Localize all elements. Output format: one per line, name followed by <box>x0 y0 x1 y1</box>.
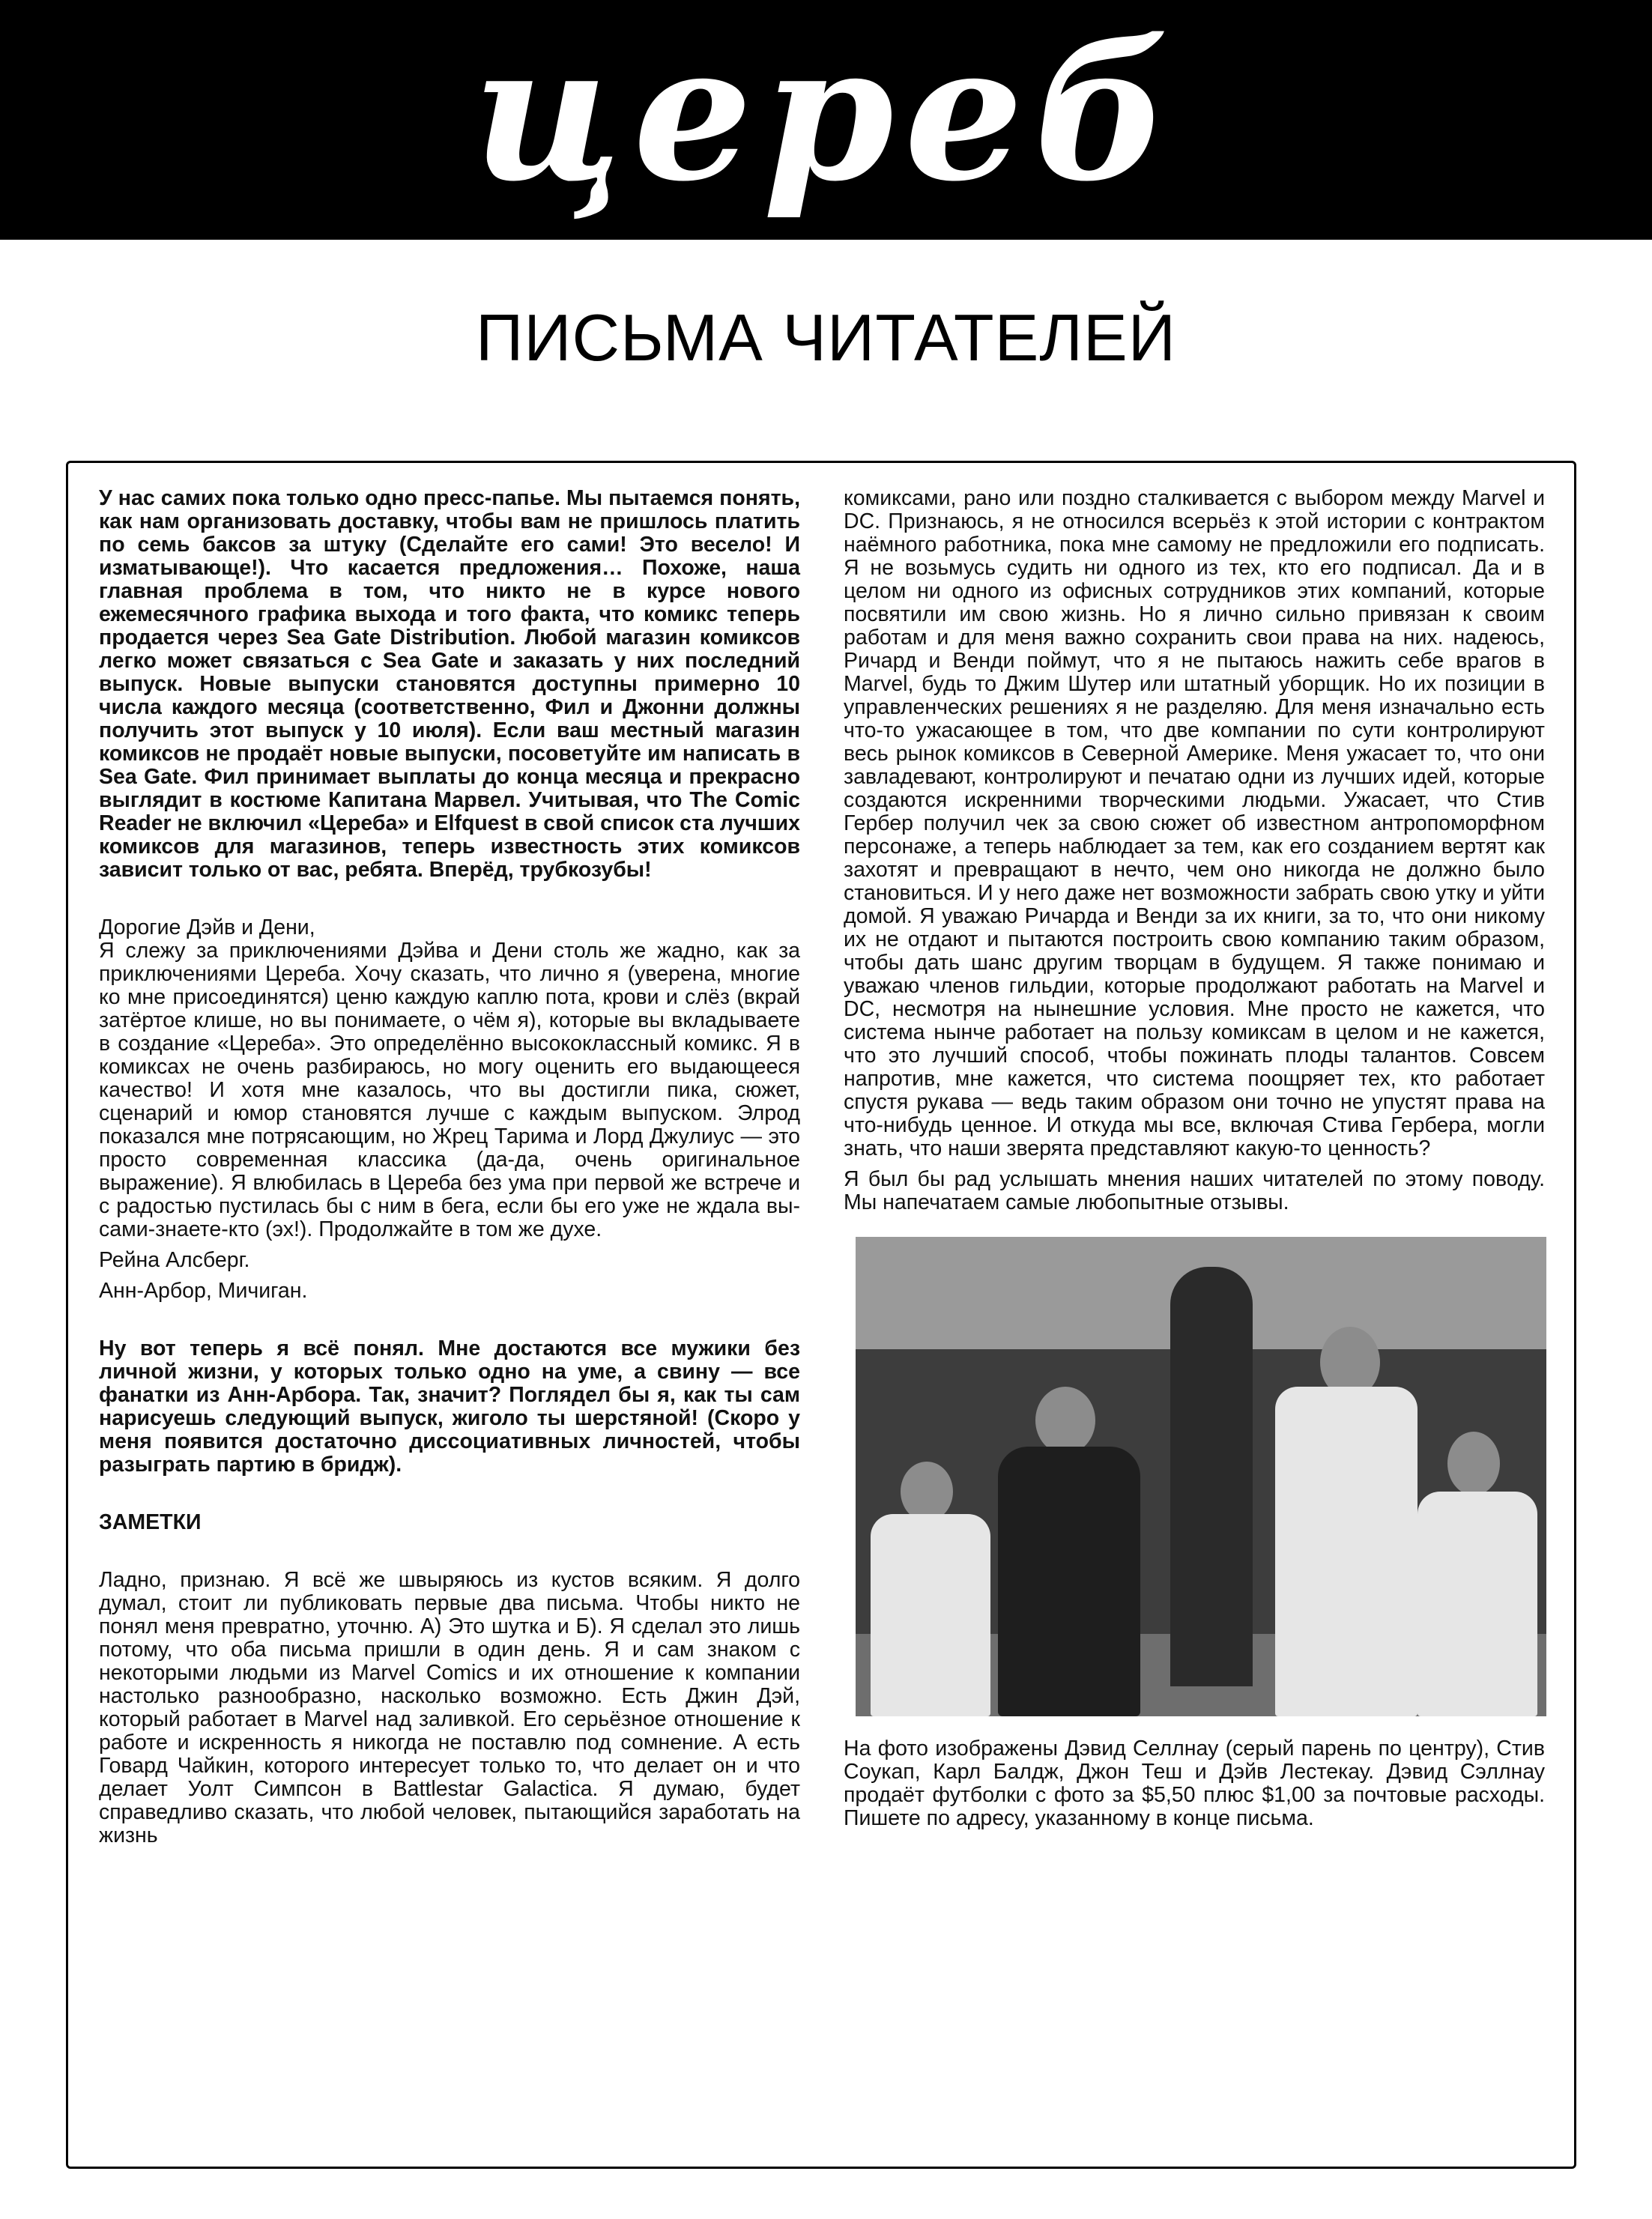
person-head <box>1035 1387 1095 1454</box>
spacer <box>99 889 800 916</box>
letter-greeting: Дорогие Дэйв и Дени, <box>99 915 315 939</box>
left-column <box>99 487 800 1855</box>
person-shirt <box>1417 1492 1537 1716</box>
page-title: ПИСЬМА ЧИТАТЕЛЕЙ <box>475 300 1176 375</box>
spacer <box>99 1310 800 1337</box>
notes-continuation: комиксами, рано или поздно сталкивается с выбором между Marvel и DC. Признаюсь, я не относился всерьёз к этой истории с контрактом наёмного работника, пока мне самому не предложили его подписать. Я не возьмусь судить ни одного из тех, кто его подписал. Да и в целом ни одного из офисных сотрудников этих компаний, которые посвятили им свою жизнь. Но я лично сильно привязан к своим работам и для меня важно сохранить свои права на них. надеюсь, Ричард и Венди поймут, что я не пытаюсь нажить себе врагов в Marvel, будь то Джим Шутер или штатный уборщик. Но их позиции в управленческих решениях я не разделяю. Для меня изначально есть что-то ужасающее в том, что две компании по сути контролируют весь рынок комиксов в Северной Америке. Меня ужасает то, что они завладевают, контролируют и печатаю одни из лучших идей, которые создаются искренними творческими людьми. Ужасает, что Стив Гербер получил чек за свою сюжет об известном антропоморфном персонаже, а теперь наблюдает за тем, как его созданием вертят как захотят и превращают в нечто, чем оно никогда не должно было становиться. И у него даже нет возможности забрать свою утку и уйти домой. Я уважаю Ричарда и Венди за их книги, за то, что они никому их не отдают и пытаются построить свою компанию таким образом, чтобы дать шанс другим творцам в будущем. Я также понимаю и уважаю членов гильдии, которые продолжают работать на Marvel и DC, несмотря на нынешние условия. Мне просто не кажется, что система нынче работает на пользу комиксам в целом и не кажется, что это лучший способ, чтобы пожинать плоды талантов. Совсем напротив, мне кажется, что система поощряет тех, кто работает спустя рукава — ведь таким образом они точно не упустят права на что-нибудь ценное. И откуда мы все, включая Стива Гербера, могли знать, что наши зверята представляют какую-то ценность? <box>844 486 1545 1160</box>
photo-caption: На фото изображены Дэвид Селлнау (серый парень по центру), Стив Соукап, Карл Балдж, Джон Теш и Дэйв Лестекау. Дэвид Сэллнау продаёт футболки с фото за $5,50 плюс $1,00 за почтовые расходы. Пишете по адресу, указанному в конце письма. <box>844 1737 1545 1830</box>
editor-reply-2: Ну вот теперь я всё понял. Мне достаются все мужики без личной жизни, у которых только одно на уме, а свину — все фанатки из Анн-Арбора. Так, значит? Поглядел бы я, как ты сам нарисуешь следующий выпуск, жиголо ты шерстяной! (Скоро у меня появится достаточно диссоциативных личностей, чтобы разыграть партию в бридж). <box>99 1336 800 1477</box>
person-head <box>1447 1432 1500 1495</box>
header-banner <box>0 0 1652 240</box>
person-shirt <box>871 1514 990 1716</box>
person-body <box>998 1447 1140 1716</box>
letter-signature-place: Анн-Арбор, Мичиган. <box>99 1279 308 1303</box>
right-column <box>844 487 1545 1838</box>
cerebus-logo: цереб <box>472 2 1180 222</box>
closing-text: Я был бы рад услышать мнения наших читателей по этому поводу. Мы напечатаем самые любопытные отзывы. <box>844 1167 1545 1214</box>
aardvark-statue <box>1170 1267 1253 1686</box>
person-head <box>901 1462 953 1522</box>
letter-signature-name: Рейна Алсберг. <box>99 1248 250 1272</box>
letter-body: Я слежу за приключениями Дэйва и Дени столь же жадно, как за приключениями Цереба. Хочу сказать, что лично я (уверена, многие ко мне присоединятся) ценю каждую каплю пота, крови и слёз (вкрай затёртое клише, но вы понимаете, о чём я), которые вы вкладываете в создание «Цереба». Это определённо высококлассный комикс. Я в комиксах не очень разбираюсь, но могу оценить его выдающееся качество! И хотя мне казалось, что вы достигли пика, сюжет, сценарий и юмор становятся лучше с каждым выпуском. Элрод показался мне потрясающим, но Жрец Тарима и Лорд Джулиус — это просто современная классика (да-да, очень оригинальное выражение). Я влюбилась в Цереба без ума при первой же встрече и с радостью пустилась бы с ним в бега, если бы его уже не ждала вы-сами-знаете-кто (эх!). Продолжайте в том же духе. <box>99 939 800 1241</box>
notes-heading: ЗАМЕТКИ <box>99 1510 202 1534</box>
person-shirt <box>1275 1387 1417 1716</box>
group-photo <box>856 1237 1546 1716</box>
notes-text: Ладно, признаю. Я всё же швыряюсь из кустов всяким. Я долго думал, стоит ли публиковать первые два письма. Чтобы никто не понял меня превратно, уточню. А) Это шутка и Б). Я сделал это лишь потому, что оба письма пришли в один день. Я и сам знаком с некоторыми людьми из Marvel Comics и их отношение к компании настолько разнообразно, насколько возможно. Есть Джин Дэй, который работает в Marvel над заливкой. Его серьёзное отношение к работе и искренность я никогда не поставлю под сомнение. А есть Говард Чайкин, которого интересует только то, что делает он и что делает Уолт Симпсон в Battlestar Galactica. Я думаю, будет справедливо сказать, что любой человек, пытающийся заработать на жизнь <box>99 1568 800 1847</box>
spacer <box>99 1484 800 1511</box>
spacer <box>99 1542 800 1569</box>
editor-reply-1: У нас самих пока только одно пресс-папье. Мы пытаемся понять, как нам организовать доставку, чтобы вам не пришлось платить по семь баксов за штуку (Сделайте его сами! Это весело! И изматывающе!). Что касается предложения… Похоже, наша главная проблема в том, что никто не в курсе нового ежемесячного графика выхода и того факта, что комикс теперь продается через Sea Gate Distribution. Любой магазин комиксов легко может связаться с Sea Gate и заказать у них последний выпуск. Новые выпуски становятся доступны примерно 10 числа каждого месяца (соответственно, Фил и Джонни должны получить этот выпуск у 10 июля). Если ваш местный магазин комиксов не продаёт новые выпуски, посоветуйте им написать в Sea Gate. Фил принимает выплаты до конца месяца и прекрасно выглядит в костюме Капитана Марвел. Учитывая, что The Comic Reader не включил «Цереба» и Elfquest в свой список ста лучших комиксов для магазинов, теперь известность этих комиксов зависит только от вас, ребята. Вперёд, трубкозубы! <box>99 486 801 882</box>
